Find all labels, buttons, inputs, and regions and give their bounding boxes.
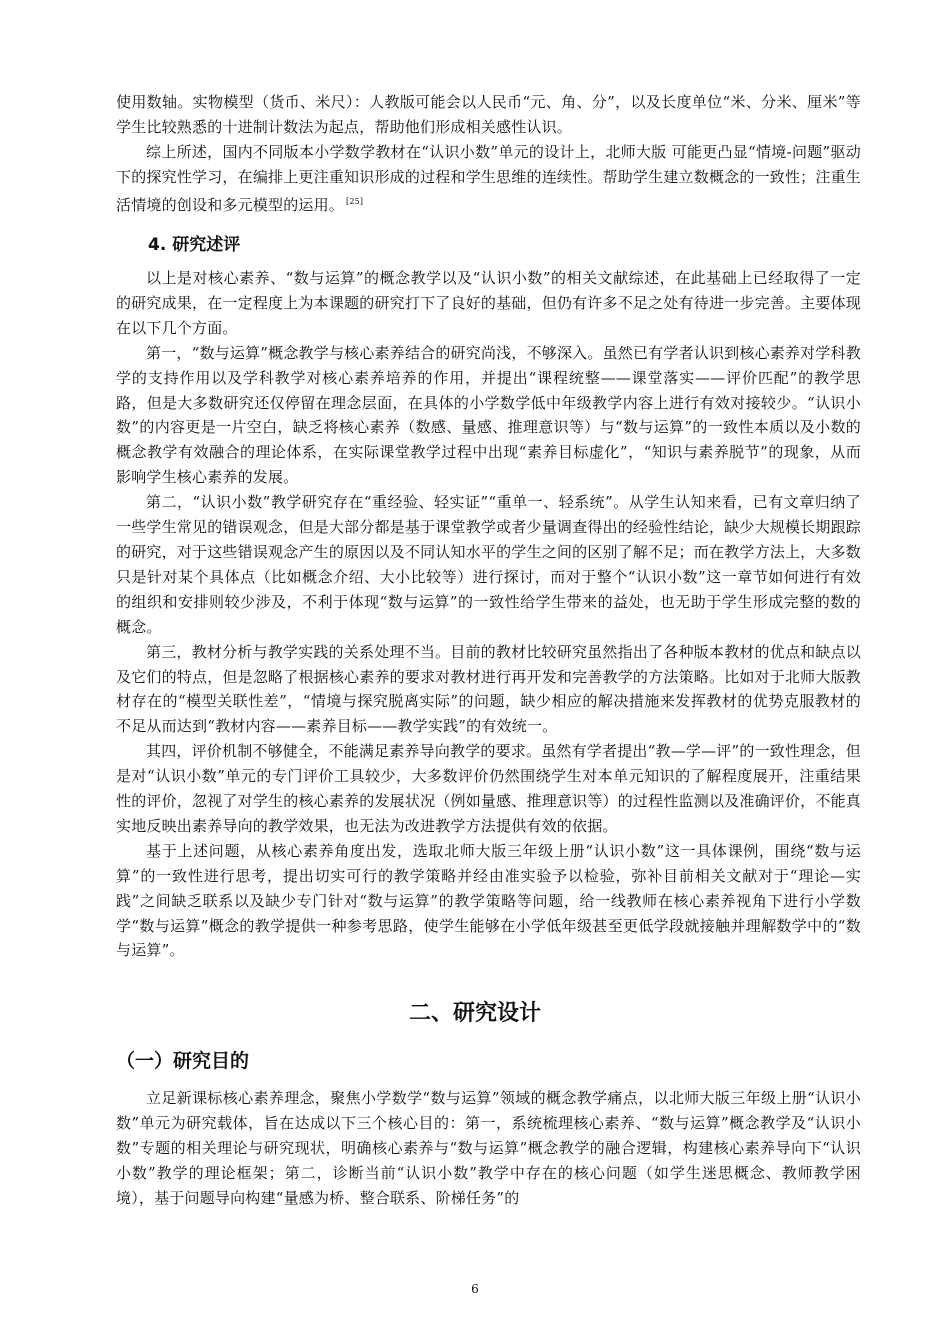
paragraph: 立足新课标核心素养理念，聚焦小学数学“数与运算”领域的概念教学痛点，以北师大版三年级上册“认识小数”单元为研究载体，旨在达成以下三个核心目的：第一，系统梳理核心素养、“数与运算”概念教学及“认识小数”专题的相关理论与研究现状，明确核心素养与“数与运算”概念教学的融合逻辑，构建核心素养导向下“认识小数”教学的理论框架；第二，诊断当前“认识小数”教学中存在的核心问题（如学生迷思概念、教师教学困境），基于问题导向构建“量感为桥、整合联系、阶梯任务”的 [116,1089,861,1207]
paragraph: 基于上述问题，从核心素养角度出发，选取北师大版三年级上册“认识小数”这一具体课例，围绕“数与运算”的一致性进行思考，提出切实可行的教学策略并经由准实验予以检验，弥补目前相关文献对于“理论—实践”之间缺乏联系以及缺少专门针对“数与运算”的教学策略等问题，给一线教师在核心素养视角下进行小学数学“数与运算”概念的教学提供一种参考思路，使学生能够在小学低年级甚至更低学段就接触并理解数学中的“数与运算”。 [116,841,861,960]
paragraph: 第三，教材分析与教学实践的关系处理不当。目前的教材比较研究虽然指出了各种版本教材的优点和缺点以及它们的特点，但是忽略了根据核心素养的要求对教材进行再开发和完善教学的方法策略。比如对于北师大版教材存在的“模型关联性差”，“情境与探究脱离实际”的问题，缺少相应的解决措施来发挥教材的优势克服教材的不足从而达到“教材内容——素养目标——教学实践”的有效统一。 [116,642,861,736]
subsection-heading: （一）研究目的 [116,1050,250,1072]
paragraph [116,140,861,218]
section-heading-review: 4. 研究述评 [148,235,241,255]
paragraph-text: 综上所述，国内不同版本小学数学教材在“认识小数”单元的设计上，北师大版 可能更凸显“情境-问题”驱动下的探究性学习，在编排上更注重知识形成的过程和学生思维的连续性。帮助学生建立数概念的一致性；注重生活情境的创设和多元模型的运用。 [116,142,861,214]
purpose-block [116,1086,861,1211]
intro-block [116,90,861,218]
review-block [116,266,861,963]
page-number: 6 [471,1282,479,1296]
paragraph: 第一，“数与运算”概念教学与核心素养结合的研究尚浅，不够深入。虽然已有学者认识到核心素养对学科教学的支持作用以及学科教学对核心素养培养的作用，并提出“课程统整——课堂落实——评价匹配”的教学思路，但是大多数研究还仅停留在理念层面，在具体的小学数学低中年级教学内容上进行有效对接较少。“认识小数”的内容更是一片空白，缺乏将核心素养（数感、量感、推理意识等）与“数与运算”的一致性本质以及小数的概念教学有效融合的理论体系，在实际课堂教学过程中出现“素养目标虚化”，“知识与素养脱节”的现象，从而影响学生核心素养的发展。 [116,343,861,487]
citation-marker: [25] [346,196,364,206]
paragraph: 第二，“认识小数”教学研究存在“重经验、轻实证”“重单一、轻系统”。从学生认知来看，已有文章归纳了一些学生常见的错误观念，但是大部分都是基于课堂教学或者少量调查得出的经验性结论，缺少大规模长期跟踪的研究，对于这些错误观念产生的原因以及不同认知水平的学生之间的区别了解不足；而在教学方法上，大多数只是针对某个具体点（比如概念介绍、大小比较等）进行探讨，而对于整个“认识小数”这一章节如何进行有效的组织和安排则较少涉及，不利于体现“数与运算”的一致性给学生带来的益处，也无助于学生形成完整的数的概念。 [116,493,861,636]
paragraph: 以上是对核心素养、“数与运算”的概念教学以及“认识小数”的相关文献综述，在此基础上已经取得了一定的研究成果，在一定程度上为本课题的研究打下了良好的基础，但仍有许多不足之处有待进一步完善。主要体现在以下几个方面。 [116,269,861,337]
paragraph: 使用数轴。实物模型（货币、米尺）：人教版可能会以人民币“元、角、分”，以及长度单位“米、分米、厘米”等学生比较熟悉的十进制计数法为起点，帮助他们形成相关感性认识。 [116,93,861,136]
chapter-heading: 二、研究设计 [408,1001,541,1026]
paragraph: 其四，评价机制不够健全，不能满足素养导向教学的要求。虽然有学者提出“教—学—评”的一致性理念，但是对“认识小数”单元的专门评价工具较少，大多数评价仍然围绕学生对本单元知识的了解程度展开，注重结果性的评价，忽视了对学生的核心素养的发展状况（例如量感、推理意识等）的过程性监测以及准确评价，不能真实地反映出素养导向的教学效果，也无法为改进教学方法提供有效的依据。 [116,742,861,835]
